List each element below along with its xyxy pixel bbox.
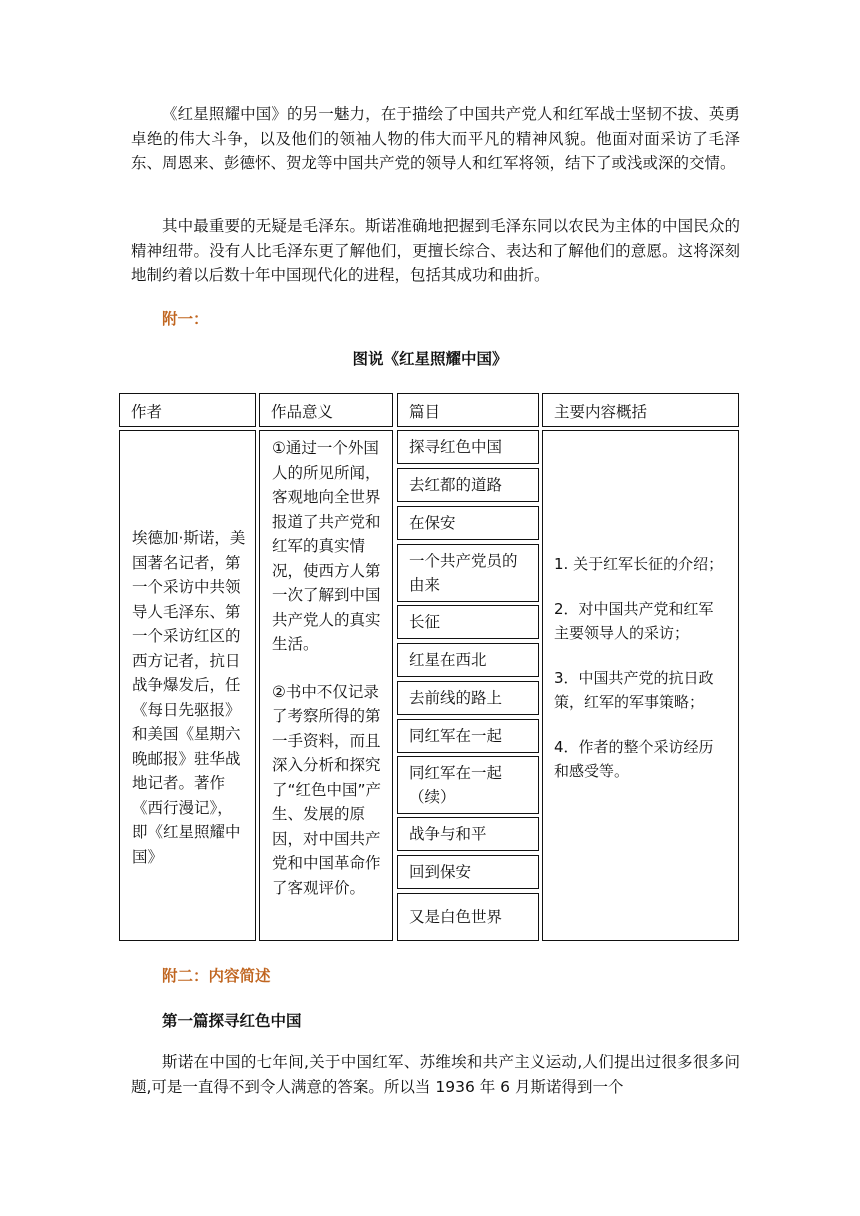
summary-point-4: 4．作者的整个采访经历和感受等。 <box>554 737 714 780</box>
intro-paragraph-1: 《红星照耀中国》的另一魅力，在于描绘了中国共产党人和红军战士坚韧不拔、英勇卓绝的伟大斗争，以及他们的领袖人物的伟大而平凡的精神风貌。他面对面采访了毛泽东、周恩来、彭德怀、贺龙等中国共产党的领导人和红军将领，结下了或浅或深的交情。 <box>131 105 740 172</box>
summary-point-1: 1. 关于红军长征的介绍； <box>554 555 724 573</box>
chapter-cell: 红星在西北 <box>397 643 539 677</box>
chapter-cell: 战争与和平 <box>397 817 539 851</box>
author-cell: 埃德加·斯诺，美国著名记者，第一个采访中共领导人毛泽东、第一个采访红区的西方记者，抗日战争爆发后，任《每日先驱报》和美国《星期六晚邮报》驻华战地记者。著作《西行漫记》，即《红星照耀中国》 <box>119 430 256 941</box>
header-author: 作者 <box>119 393 256 427</box>
chapter-cell: 去前线的路上 <box>397 681 539 715</box>
chapter-cell: 回到保安 <box>397 855 539 889</box>
summary-point-2: 2．对中国共产党和红军主要领导人的采访； <box>554 599 714 642</box>
chapter-cell: 探寻红色中国 <box>397 430 539 464</box>
header-summary: 主要内容概括 <box>542 393 739 427</box>
chapter-cell: 同红军在一起（续） <box>397 756 539 814</box>
chapter-cell: 又是白色世界 <box>397 893 539 941</box>
header-meaning: 作品意义 <box>259 393 393 427</box>
summary-cell <box>542 430 739 941</box>
header-chapters: 篇目 <box>397 393 539 427</box>
appendix-2-label: 附二：内容简述 <box>162 967 271 985</box>
chapter-cell: 去红都的道路 <box>397 468 539 502</box>
chapter-cell: 长征 <box>397 605 539 639</box>
intro-paragraph-2: 其中最重要的无疑是毛泽东。斯诺准确地把握到毛泽东同以农民为主体的中国民众的精神纽带。没有人比毛泽东更了解他们，更擅长综合、表达和了解他们的意愿。这将深刻地制约着以后数十年中国现代化的进程，包括其成功和曲折。 <box>131 217 740 284</box>
chapter-paragraph: 斯诺在中国的七年间,关于中国红军、苏维埃和共产主义运动,人们提出过很多很多问题,可是一直得不到令人满意的答案。所以当 1936 年 6 月斯诺得到一个 <box>131 1053 740 1096</box>
summary-point-3: 3．中国共产党的抗日政策，红军的军事策略； <box>554 668 714 711</box>
meaning-cell <box>259 430 393 941</box>
chapter-cell: 同红军在一起 <box>397 719 539 753</box>
meaning-point-2: ②书中不仅记录了考察所得的第一手资料，而且深入分析和探究了“红色中国”产生、发展的原因，对中国共产党和中国革命作了客观评价。 <box>272 682 382 897</box>
chapter-cell: 一个共产党员的由来 <box>397 544 539 602</box>
chapter-heading: 第一篇探寻红色中国 <box>162 1012 302 1030</box>
table-title: 图说《红星照耀中国》 <box>352 350 508 368</box>
appendix-1-label: 附一： <box>162 310 209 328</box>
chapter-cell: 在保安 <box>397 506 539 540</box>
meaning-point-1: ①通过一个外国人的所见所闻，客观地向全世界报道了共产党和红军的真实情况，使西方人第一次了解到中国共产党人的真实生活。 <box>272 439 381 653</box>
